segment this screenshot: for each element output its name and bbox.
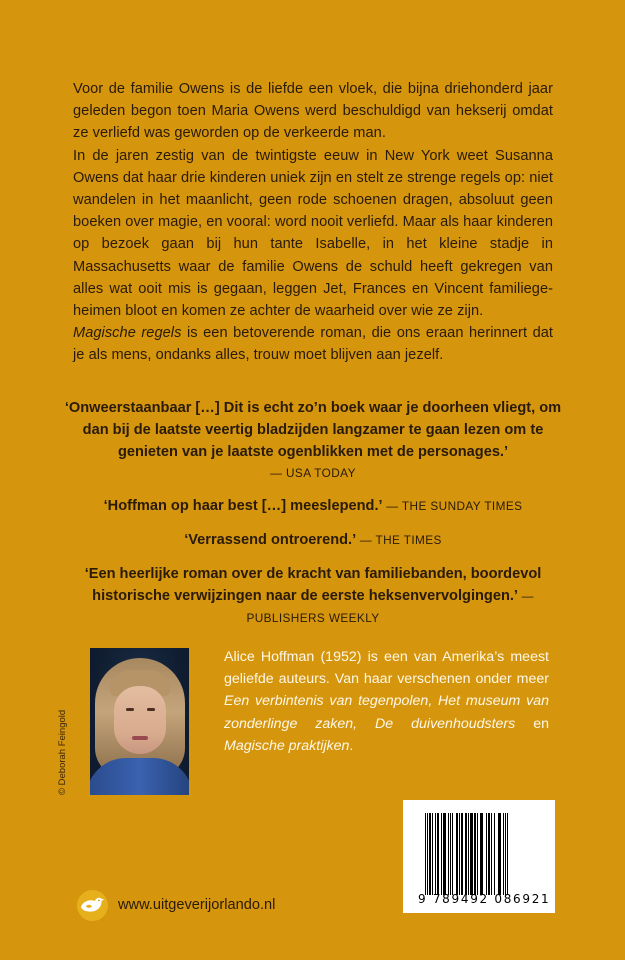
quote-publishers-weekly [63, 563, 563, 629]
quote-sunday-times [63, 495, 563, 517]
quote-source: — PUBLISHERS WEEKLY [246, 589, 534, 625]
back-cover-blurb [73, 78, 553, 367]
quote-source: — THE SUNDAY TIMES [382, 499, 523, 513]
quote-text: ‘Een heerlijke roman over de kracht van familiebanden, boordevol historische verwijzingen naar de eerste heksenvervolgingen.’ [84, 566, 542, 604]
quote-source: — USA TODAY [270, 466, 356, 480]
author-photo [90, 648, 189, 795]
blurb-paragraph-2: In de jaren zestig van de twintigste eeuw in New York weet Susanna Owens dat haar drie kinderen uniek zijn en stelt ze strenge regels op: niet wandelen in het maanlicht, geen rode schoenen dragen, absoluut geen boeken over magie, en vooral: word nooit verliefd. Maar als haar kinderen op bezoek gaan bij hun tante Isabelle, in het kleine stadje in Massachusetts waar de familie Owens de schuld heeft gekregen van alles wat ooit mis is gegaan, leggen Jet, Frances en Vincent familiegeheimen bloot en komen ze achter de waarheid over wie ze zijn. [73, 147, 553, 320]
publisher-website-link[interactable]: www.uitgeverijorlando.nl [118, 897, 276, 913]
barcode-bars [425, 813, 537, 895]
review-quotes [63, 397, 563, 641]
quote-source: — THE TIMES [356, 533, 442, 547]
quote-text: ‘Onweerstaanbaar […] Dit is echt zo’n boek waar je doorheen vliegt, om dan bij de laatste veertig bladzijden langzamer te gaan lezen om te genieten van je laatste ogenblikken met de personages.’ [64, 400, 562, 460]
quote-text: ‘Hoffman op haar best […] meeslepend.’ [103, 498, 383, 514]
quote-text: ‘Verrassend ontroerend.’ [184, 532, 357, 548]
book-title: Magische regels [73, 325, 182, 342]
quote-usa-today [63, 397, 563, 483]
bio-title-last: Magische praktijken [224, 737, 350, 754]
isbn-number: 9 789492 086921 [418, 892, 551, 906]
blurb-paragraph-1: Voor de familie Owens is de liefde een vloek, die bijna driehonderd jaar geleden begon toen Maria Owens werd beschuldigd van hekserij omdat ze verliefd was geworden op de verkeerde man. [73, 81, 553, 142]
blurb-paragraph-3: Magische regels is een betoverende roman, die ons eraan herinnert dat je als mens, ondanks alles, trouw moet blijven aan jezelf. [73, 325, 554, 364]
bio-titles: Een verbintenis van tegenpolen, Het museum van zonderlinge zaken, De duivenhoudsters [224, 693, 549, 732]
quote-the-times [63, 529, 563, 551]
author-bio: Alice Hoffman (1952) is een van Amerika’s meest geliefde auteurs. Van haar verschenen onder meer Een verbintenis van tegenpolen, Het museum van zonderlinge zaken, De duivenhoudsters en Magische praktijken. [224, 649, 549, 754]
bird-icon [77, 890, 108, 921]
photo-credit: © Deborah Feingold [57, 709, 68, 795]
isbn-barcode [403, 800, 555, 913]
